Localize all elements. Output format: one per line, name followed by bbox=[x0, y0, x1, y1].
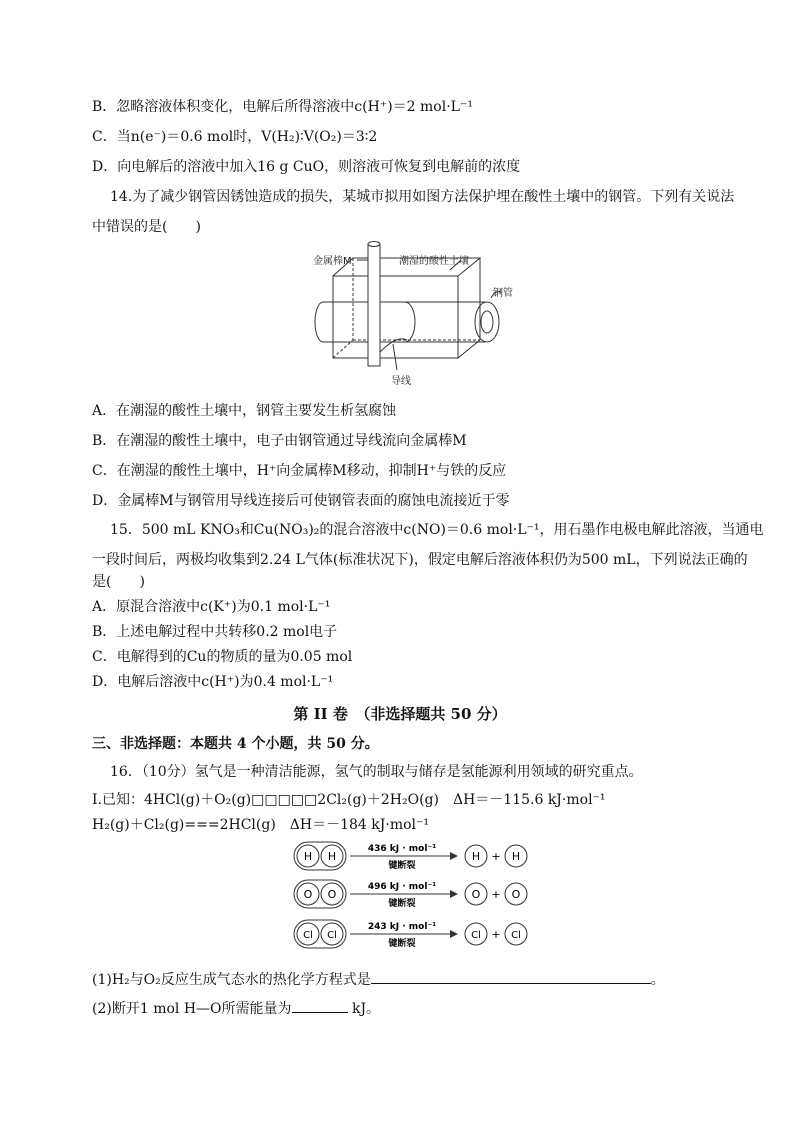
label-soil: 潮湿的酸性土壤 bbox=[399, 256, 469, 267]
steel-pipe-opening bbox=[481, 311, 493, 333]
q15-option-d: D．电解后溶液中c(H⁺)为0.4 mol·L⁻¹ bbox=[92, 674, 334, 690]
svg-text:H: H bbox=[511, 850, 521, 863]
svg-text:O: O bbox=[327, 888, 337, 901]
svg-text:+: + bbox=[491, 850, 501, 863]
soil-box-front bbox=[333, 276, 458, 358]
q15-option-c: C．电解得到的Cu的物质的量为0.05 mol bbox=[92, 649, 353, 665]
q13-option-b: B．忽略溶液体积变化，电解后所得溶液中c(H⁺)＝2 mol·L⁻¹ bbox=[92, 99, 473, 115]
svg-text:Cl: Cl bbox=[303, 930, 313, 941]
q15-stem-line3: 是( ) bbox=[92, 574, 145, 590]
svg-text:O: O bbox=[511, 888, 521, 901]
q14-option-a: A．在潮湿的酸性土壤中，钢管主要发生析氢腐蚀 bbox=[92, 403, 397, 419]
q16-part1 bbox=[92, 969, 665, 990]
pipe-protection-figure bbox=[305, 240, 525, 392]
q15-stem-line2: 一段时间后，两极均收集到2.24 L气体(标准状况下)，假定电解后溶液体积仍为500 mL，下列说法正确的 bbox=[92, 552, 748, 568]
section3-heading: 三、非选择题：本题共 4 个小题，共 50 分。 bbox=[92, 736, 379, 752]
caption-cl: 键断裂 bbox=[388, 939, 416, 949]
section2-title: 第 II 卷 （非选择题共 50 分） bbox=[293, 705, 507, 723]
metal-rod-m bbox=[368, 244, 380, 366]
q14-option-d: D．金属棒M与钢管用导线连接后可使钢管表面的腐蚀电流接近于零 bbox=[92, 493, 510, 509]
q13-option-c: C．当n(e⁻)＝0.6 mol时，V(H₂)∶V(O₂)＝3∶2 bbox=[92, 129, 378, 145]
atom-h-left: H bbox=[303, 850, 313, 863]
q14-option-c: C．在潮湿的酸性土壤中，H⁺向金属棒M移动，抑制H⁺与铁的反应 bbox=[92, 463, 507, 479]
q16-known2: H₂(g)＋Cl₂(g)===2HCl(g) ΔH＝－184 kJ·mol⁻¹ bbox=[92, 817, 429, 833]
svg-text:O: O bbox=[471, 888, 481, 901]
caption-h: 键断裂 bbox=[388, 861, 416, 871]
q16-part1-answer-blank[interactable] bbox=[371, 969, 651, 984]
q16-part2-answer-blank[interactable] bbox=[292, 998, 348, 1013]
q15-option-a: A．原混合溶液中c(K⁺)为0.1 mol·L⁻¹ bbox=[92, 599, 331, 615]
bond-row-h bbox=[294, 842, 527, 871]
svg-text:Cl: Cl bbox=[511, 930, 521, 941]
q14-stem-line1: 14.为了减少钢管因锈蚀造成的损失，某城市拟用如图方法保护埋在酸性土壤中的钢管。下列有关说法 bbox=[110, 189, 735, 205]
svg-text:H: H bbox=[471, 850, 481, 863]
label-pipe: 钢管 bbox=[493, 288, 513, 299]
q13-option-d: D．向电解后的溶液中加入16 g CuO，则溶液可恢复到电解前的浓度 bbox=[92, 159, 521, 175]
q16-part2 bbox=[92, 998, 380, 1019]
caption-o: 键断裂 bbox=[388, 899, 416, 909]
q16-known1: Ⅰ.已知：4HCl(g)＋O₂(g)□□□□□2Cl₂(g)＋2H₂O(g) ΔH＝－115.6 kJ·mol⁻¹ bbox=[92, 792, 606, 808]
q16-part1-end: 。 bbox=[650, 972, 665, 988]
steel-pipe-body bbox=[323, 302, 485, 342]
q16-part2-text: (2)断开1 mol H—O所需能量为 bbox=[92, 1001, 292, 1017]
q16-part1-text: (1)H₂与O₂反应生成气态水的热化学方程式是 bbox=[92, 972, 371, 988]
q14-option-b: B．在潮湿的酸性土壤中，电子由钢管通过导线流向金属棒M bbox=[92, 433, 467, 449]
q15-option-b: B．上述电解过程中共转移0.2 mol电子 bbox=[92, 624, 338, 640]
label-wire: 导线 bbox=[391, 376, 411, 387]
steel-pipe-left-end bbox=[315, 302, 323, 342]
q14-stem-line2: 中错误的是( ) bbox=[92, 219, 201, 235]
energy-h: 436 kJ · mol⁻¹ bbox=[367, 844, 437, 854]
q16-intro: 16．（10分）氢气是一种清洁能源，氢气的制取与储存是氢能源利用领域的研究重点。 bbox=[110, 764, 643, 780]
wire-leader bbox=[393, 344, 397, 370]
q16-part2-unit: kJ。 bbox=[347, 1001, 381, 1017]
steel-pipe-right-end bbox=[475, 302, 499, 342]
bond-energy-diagram bbox=[290, 838, 560, 958]
atom-h-right: H bbox=[327, 850, 337, 863]
energy-cl: 243 kJ · mol⁻¹ bbox=[367, 922, 437, 932]
bond-row-cl bbox=[294, 920, 527, 949]
energy-o: 496 kJ · mol⁻¹ bbox=[367, 882, 437, 892]
svg-text:O: O bbox=[303, 888, 313, 901]
svg-text:Cl: Cl bbox=[471, 930, 481, 941]
svg-text:+: + bbox=[491, 888, 501, 901]
svg-text:+: + bbox=[491, 928, 501, 941]
q15-stem-line1: 15．500 mL KNO₃和Cu(NO₃)₂的混合溶液中c(NO)＝0.6 mol·L⁻¹，用石墨作电极电解此溶液，当通电 bbox=[110, 522, 764, 538]
label-rod: 金属棒M bbox=[313, 256, 352, 267]
svg-text:Cl: Cl bbox=[327, 930, 337, 941]
bond-row-o bbox=[294, 880, 527, 909]
pipe-cross-band bbox=[405, 302, 415, 342]
